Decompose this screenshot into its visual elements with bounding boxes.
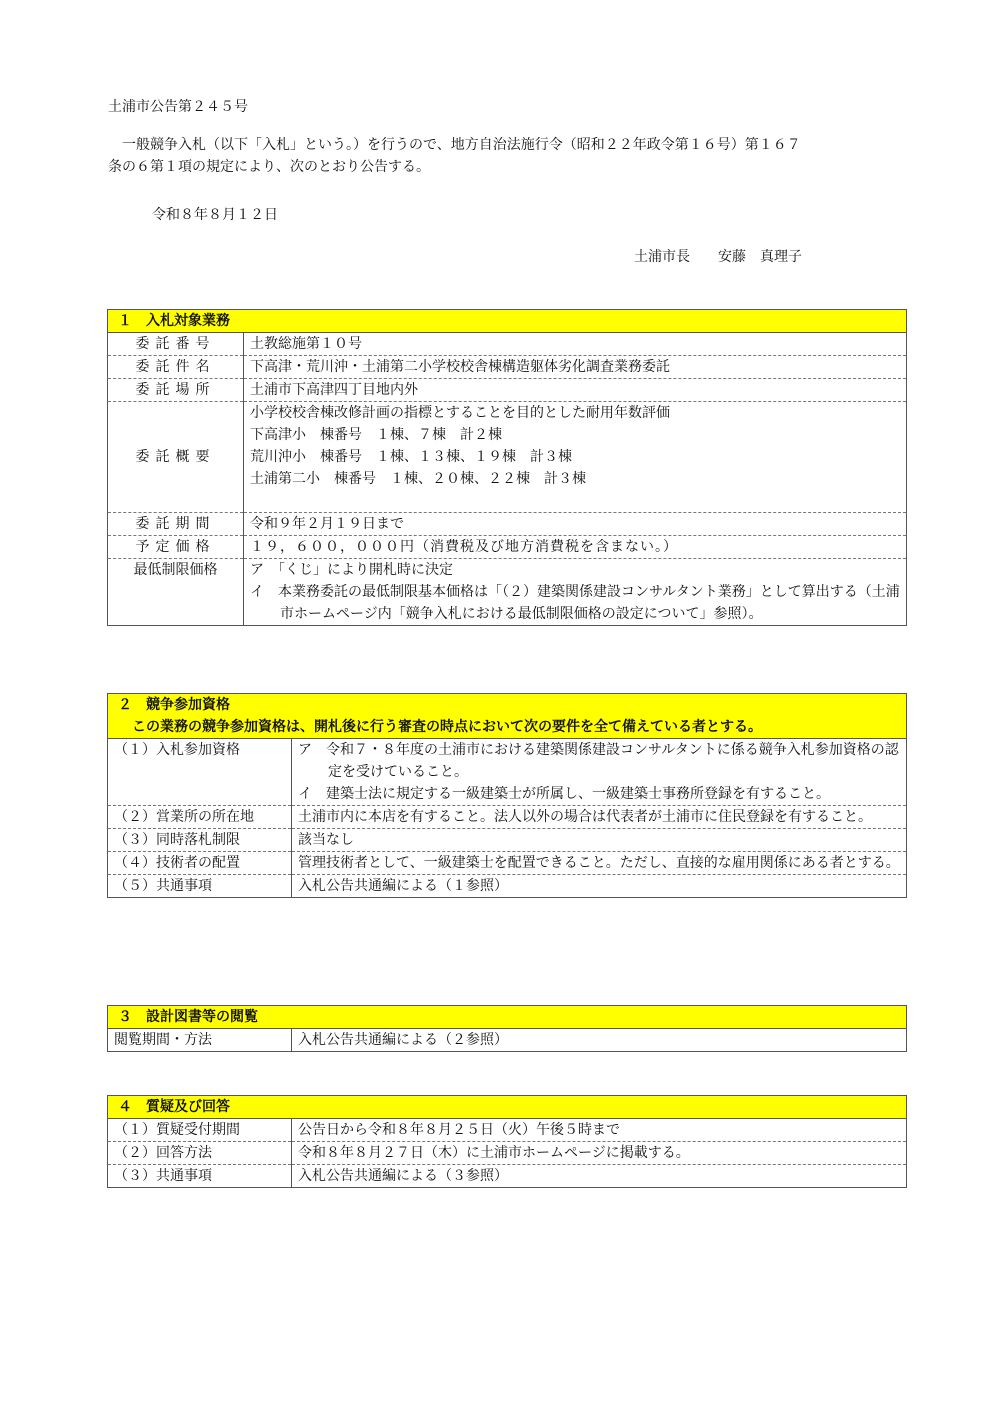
row-label: 予定価格	[108, 536, 244, 559]
row-value: 入札公告共通編による（１参照）	[298, 878, 508, 894]
overview-line: 下高津小 棟番号 １棟、７棟 計２棟	[250, 427, 502, 443]
table-row	[108, 1142, 907, 1165]
row-label: （３）同時落札制限	[108, 829, 292, 852]
notice-date: 令和８年８月１２日	[152, 207, 278, 223]
table-row	[108, 402, 907, 513]
section3-title: ３ 設計図書等の閲覧	[108, 1006, 907, 1029]
notice-number: 土浦市公告第２４５号	[108, 99, 248, 115]
overview-line: 土浦第二小 棟番号 １棟、２０棟、２２棟 計３棟	[250, 471, 586, 487]
table-row	[108, 739, 907, 806]
section2-header	[108, 694, 907, 739]
qualification-item: イ 建築士法に規定する一級建築士が所属し、一級建築士事務所登録を有すること。	[298, 786, 830, 802]
section2-table	[107, 693, 907, 898]
section1-title: １ 入札対象業務	[108, 310, 907, 333]
section3-table	[107, 1005, 907, 1052]
row-value	[244, 559, 907, 626]
row-value: 入札公告共通編による（２参照）	[298, 1032, 508, 1048]
row-label: 最低制限価格	[108, 559, 244, 626]
row-label: （２）営業所の所在地	[108, 806, 292, 829]
row-value: 令和９年２月１９日まで	[244, 513, 907, 536]
intro-line: 一般競争入札（以下「入札」という。）を行うので、地方自治法施行令（昭和２２年政令第１６号）第１６７	[108, 137, 801, 153]
row-label: 委託概要	[108, 402, 244, 513]
table-row	[108, 1119, 907, 1142]
row-value: 該当なし	[292, 829, 907, 852]
row-label: 委託件名	[108, 356, 244, 379]
intro-line: 条の６第１項の規定により、次のとおり公告する。	[108, 159, 430, 175]
row-value	[292, 739, 907, 806]
section1-table	[107, 309, 907, 626]
row-label: （１）入札参加資格	[108, 739, 292, 806]
section2-title: ２ 競争参加資格	[118, 697, 230, 713]
table-row	[108, 806, 907, 829]
table-row	[108, 559, 907, 626]
table-row	[108, 536, 907, 559]
row-value: 土教総施第１０号	[244, 333, 907, 356]
row-value: 公告日から令和８年８月２５日（火）午後５時まで	[292, 1119, 907, 1142]
row-value: 下高津・荒川沖・土浦第二小学校校舎棟構造躯体劣化調査業務委託	[244, 356, 907, 379]
qualification-item: ア 令和７・８年度の土浦市における建築関係建設コンサルタントに係る競争入札参加資格の認定を受けていること。	[298, 742, 899, 780]
min-price-item: イ 本業務委託の最低制限基本価格は「（２）建築関係建設コンサルタント業務」として算出する（土浦市ホームページ内「競争入札における最低制限価格の設定について」参照）。	[250, 584, 900, 622]
row-value: 管理技術者として、一級建築士を配置できること。ただし、直接的な雇用関係にある者とする。	[292, 852, 907, 875]
row-label: 委託場所	[108, 379, 244, 402]
row-value	[244, 402, 907, 513]
table-row	[108, 333, 907, 356]
row-label: 委託番号	[108, 333, 244, 356]
section4-table	[107, 1095, 907, 1188]
row-value: 土浦市内に本店を有すること。法人以外の場合は代表者が土浦市に住民登録を有すること。	[292, 806, 907, 829]
table-row	[108, 829, 907, 852]
row-value: 入札公告共通編による（３参照）	[298, 1168, 508, 1184]
row-value: 土浦市下高津四丁目地内外	[244, 379, 907, 402]
row-label: （３）共通事項	[108, 1165, 292, 1188]
row-value: １９，６００，０００円（消費税及び地方消費税を含まない。）	[244, 536, 907, 559]
table-row	[108, 1165, 907, 1188]
row-label: （４）技術者の配置	[108, 852, 292, 875]
signature: 土浦市長 安藤 真理子	[634, 249, 802, 265]
table-row	[108, 379, 907, 402]
overview-line: 小学校校舎棟改修計画の指標とすることを目的とした耐用年数評価	[250, 405, 670, 421]
table-row	[108, 852, 907, 875]
section4-title: ４ 質疑及び回答	[108, 1096, 907, 1119]
overview-line: 荒川沖小 棟番号 １棟、１３棟、１９棟 計３棟	[250, 449, 572, 465]
row-label: 閲覧期間・方法	[108, 1029, 292, 1052]
row-label: （１）質疑受付期間	[108, 1119, 292, 1142]
min-price-item: ア 「くじ」により開札時に決定	[250, 562, 453, 578]
table-row	[108, 356, 907, 379]
row-label: 委託期間	[108, 513, 244, 536]
intro-paragraph	[108, 134, 908, 178]
section2-subtitle: この業務の競争参加資格は、開札後に行う審査の時点において次の要件を全て備えている者とする。	[118, 719, 762, 735]
table-row	[108, 1029, 907, 1052]
table-row	[108, 513, 907, 536]
row-value: 令和８年８月２７日（木）に土浦市ホームページに掲載する。	[292, 1142, 907, 1165]
row-label: （２）回答方法	[108, 1142, 292, 1165]
table-row	[108, 875, 907, 898]
row-label: （５）共通事項	[108, 875, 292, 898]
